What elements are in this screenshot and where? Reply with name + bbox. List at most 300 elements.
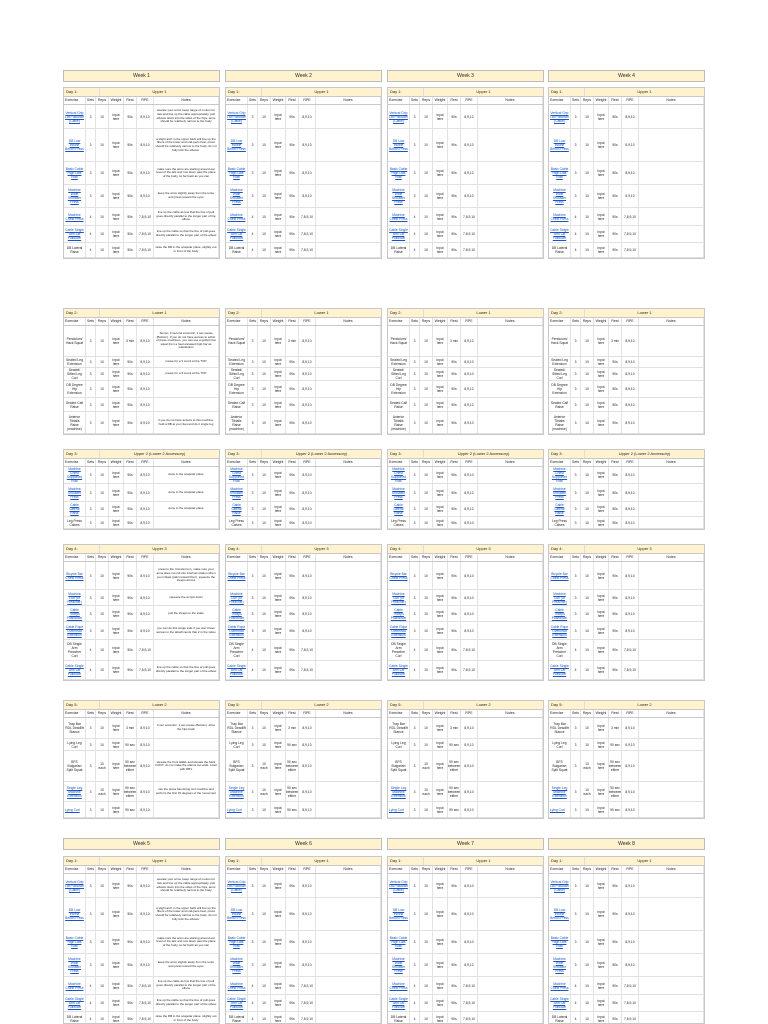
weight-input[interactable]: input here: [109, 622, 124, 639]
weight-input[interactable]: input here: [271, 977, 286, 994]
weight-input[interactable]: input here: [433, 105, 448, 128]
exercise-name[interactable]: Machine Chest Supported Row: [64, 467, 86, 483]
notes-cell: [639, 412, 704, 433]
exercise-name[interactable]: Cable Triceps Pushdown: [64, 606, 86, 621]
weight-input[interactable]: input here: [271, 562, 286, 589]
weight-input[interactable]: input here: [594, 467, 609, 483]
exercise-name[interactable]: Cable Lateral Raise: [64, 502, 86, 516]
column-notes-header: Notes: [316, 459, 381, 466]
weight-input[interactable]: input here: [433, 802, 448, 817]
exercise-name[interactable]: Vertical Grip Lat Pulldown (Cable): [549, 874, 571, 897]
exercise-name: Pendulum/ Hack Squat: [549, 326, 571, 356]
weight-input[interactable]: input here: [433, 782, 448, 801]
rpe-value: 8,9,10: [137, 874, 154, 897]
weight-input[interactable]: input here: [109, 517, 124, 528]
rpe-value: 7,8,9,10: [461, 208, 478, 225]
weight-input[interactable]: input here: [594, 381, 609, 397]
reps-value: 10: [96, 208, 109, 225]
exercise-name[interactable]: Basic Cable High Lats Row: [64, 931, 86, 953]
exercise-name[interactable]: Machine Chest Supported Row: [388, 467, 410, 483]
weight-input[interactable]: input here: [109, 718, 124, 738]
weight-input[interactable]: input here: [594, 412, 609, 433]
exercise-name[interactable]: Single Leg Machine Extension: [549, 782, 571, 801]
weight-input[interactable]: input here: [109, 977, 124, 994]
exercise-name[interactable]: Bicycle Bar Chest Press: [64, 562, 86, 589]
reps-value: 10: [581, 739, 594, 750]
weight-input[interactable]: input here: [109, 739, 124, 750]
exercise-name[interactable]: Lying Curl: [549, 802, 571, 817]
exercise-name[interactable]: Cable Single Arm Lat Pulldown: [226, 995, 248, 1011]
weight-input[interactable]: input here: [433, 640, 448, 660]
day-focus: Lower 2: [476, 702, 491, 707]
exercise-name[interactable]: Basic Cable High Lats Row: [388, 162, 410, 184]
weight-input[interactable]: input here: [594, 954, 609, 976]
weight-input[interactable]: input here: [433, 751, 448, 781]
weight-input[interactable]: input here: [109, 357, 124, 367]
exercise-name[interactable]: Basic Cable High Lats Row: [549, 931, 571, 953]
day-block: [63, 544, 220, 681]
weight-input[interactable]: input here: [594, 977, 609, 994]
sets-value: 3: [571, 162, 581, 184]
exercise-name[interactable]: Machine Curl (or Preacher): [388, 590, 410, 605]
exercise-name[interactable]: DB Low Incline Bench Press: [388, 898, 410, 930]
weight-input[interactable]: input here: [271, 185, 286, 207]
weight-input[interactable]: input here: [271, 208, 286, 225]
weight-input[interactable]: input here: [109, 661, 124, 679]
sets-value: 3: [86, 782, 96, 801]
exercise-name[interactable]: Machine Wide Shoulder Press: [549, 185, 571, 207]
weight-input[interactable]: input here: [433, 502, 448, 516]
weight-input[interactable]: input here: [433, 562, 448, 589]
weight-input[interactable]: input here: [433, 931, 448, 953]
weight-input[interactable]: input here: [109, 562, 124, 589]
column-notes-header: Notes: [154, 318, 219, 325]
weight-input[interactable]: input here: [271, 502, 286, 516]
column-header-row: [64, 97, 219, 105]
sets-value: 3: [248, 718, 258, 738]
exercise-name[interactable]: Cable Lateral Raise: [388, 502, 410, 516]
weight-input[interactable]: input here: [433, 398, 448, 411]
weight-input[interactable]: input here: [109, 874, 124, 897]
exercise-name[interactable]: DB Low Incline Bench Press: [64, 898, 86, 930]
reps-value: 10: [420, 898, 433, 930]
weight-input[interactable]: input here: [271, 105, 286, 128]
weight-input[interactable]: input here: [271, 590, 286, 605]
weight-input[interactable]: input here: [594, 1012, 609, 1024]
exercise-name[interactable]: Basic Cable High Lats Row: [64, 162, 86, 184]
exercise-name[interactable]: Cable Single Arm Lat Pulldown: [549, 995, 571, 1011]
weight-input[interactable]: input here: [433, 162, 448, 184]
weight-input[interactable]: input here: [594, 502, 609, 516]
weight-input[interactable]: input here: [594, 517, 609, 528]
exercise-name[interactable]: Cable Single Arm Lat Pulldown: [64, 661, 86, 679]
weight-input[interactable]: input here: [594, 208, 609, 225]
rest-value: 90s: [609, 467, 622, 483]
weight-input[interactable]: input here: [433, 622, 448, 639]
weight-input[interactable]: input here: [271, 782, 286, 801]
weight-input[interactable]: input here: [109, 502, 124, 516]
exercise-name[interactable]: Machine Shoulder Press: [226, 484, 248, 501]
exercise-name[interactable]: Machine Shoulder Press: [549, 484, 571, 501]
weight-input[interactable]: input here: [433, 208, 448, 225]
rpe-value: 8,9,10: [461, 517, 478, 528]
table-row: [226, 105, 381, 129]
weight-input[interactable]: input here: [594, 243, 609, 257]
rpe-value: 8,9,10: [461, 398, 478, 411]
exercise-name[interactable]: Cable Lateral Raise: [226, 502, 248, 516]
weight-input[interactable]: input here: [594, 661, 609, 679]
weight-input[interactable]: input here: [433, 898, 448, 930]
weight-input[interactable]: input here: [433, 590, 448, 605]
weight-input[interactable]: input here: [594, 562, 609, 589]
column-weight-header: Weight: [109, 710, 124, 717]
sets-value: 4: [571, 226, 581, 242]
weight-input[interactable]: input here: [109, 226, 124, 242]
exercise-name[interactable]: Machine Chest Supported Row: [549, 467, 571, 483]
weight-input[interactable]: input here: [271, 412, 286, 433]
weight-input[interactable]: input here: [594, 874, 609, 897]
column-notes-header: Notes: [639, 318, 704, 325]
exercise-name[interactable]: Cable Single Arm Lat Pulldown: [64, 226, 86, 242]
exercise-name[interactable]: Lying Curl: [226, 802, 248, 817]
exercise-name[interactable]: Cable Single Arm Lat Pulldown: [226, 661, 248, 679]
weight-input[interactable]: input here: [109, 208, 124, 225]
weight-input[interactable]: input here: [109, 467, 124, 483]
exercise-name[interactable]: Machine Wide Shoulder Press: [549, 954, 571, 976]
exercise-name[interactable]: Cable Triceps Pushdown: [388, 606, 410, 621]
exercise-name[interactable]: Basic Cable High Lats Row: [226, 162, 248, 184]
exercise-name[interactable]: Machine Chest Press: [388, 208, 410, 225]
exercise-name[interactable]: Machine Wide Shoulder Press: [64, 185, 86, 207]
weight-input[interactable]: input here: [271, 243, 286, 257]
weight-input[interactable]: input here: [594, 718, 609, 738]
exercise-name[interactable]: DB Low Incline Bench Press: [549, 129, 571, 161]
weight-input[interactable]: input here: [433, 381, 448, 397]
weight-input[interactable]: input here: [109, 898, 124, 930]
weight-input[interactable]: input here: [109, 398, 124, 411]
exercise-name[interactable]: Bicycle Bar Chest Press: [388, 562, 410, 589]
reps-value: 10: [96, 622, 109, 639]
weight-input[interactable]: input here: [594, 751, 609, 781]
exercise-name[interactable]: Basic Cable High Lats Row: [549, 162, 571, 184]
weight-input[interactable]: input here: [594, 802, 609, 817]
exercise-name[interactable]: DB Low Incline Bench Press: [226, 898, 248, 930]
notes-cell: [478, 162, 543, 184]
exercise-name[interactable]: Machine Curl (or Preacher): [64, 590, 86, 605]
weight-input[interactable]: input here: [271, 606, 286, 621]
exercise-name[interactable]: Machine Chest Press: [226, 208, 248, 225]
exercise-name[interactable]: Machine Chest Press: [64, 208, 86, 225]
weight-input[interactable]: input here: [271, 326, 286, 356]
exercise-name[interactable]: Cable Lateral Raise: [549, 502, 571, 516]
rpe-value: 8,9,10: [622, 517, 639, 528]
exercise-name[interactable]: Lying Curl: [64, 802, 86, 817]
exercise-name: DB Lateral Raise: [226, 243, 248, 257]
table-row: [226, 129, 381, 162]
exercise-name[interactable]: Machine Wide Shoulder Press: [64, 954, 86, 976]
notes-cell: [154, 398, 219, 411]
weight-input[interactable]: input here: [594, 590, 609, 605]
weight-input[interactable]: input here: [109, 995, 124, 1011]
weight-input[interactable]: input here: [271, 802, 286, 817]
weight-input[interactable]: input here: [271, 381, 286, 397]
table-row: [549, 802, 704, 818]
exercise-name[interactable]: Cable Single Arm Lat Pulldown: [226, 226, 248, 242]
weight-input[interactable]: input here: [433, 129, 448, 161]
weight-input[interactable]: input here: [109, 1012, 124, 1024]
weight-input[interactable]: input here: [433, 517, 448, 528]
weight-input[interactable]: input here: [109, 185, 124, 207]
rest-value: 90s: [609, 661, 622, 679]
exercise-name[interactable]: Vertical Grip Lat Pulldown (Cable): [64, 874, 86, 897]
notes-cell: [639, 105, 704, 128]
notes-cell: [639, 739, 704, 750]
weight-input[interactable]: input here: [109, 802, 124, 817]
weight-input[interactable]: input here: [433, 484, 448, 501]
weight-input[interactable]: input here: [271, 162, 286, 184]
weight-input[interactable]: input here: [271, 226, 286, 242]
week-header: Week 8: [548, 838, 705, 850]
reps-value: 10: [258, 326, 271, 356]
weight-input[interactable]: input here: [594, 105, 609, 128]
exercise-name[interactable]: DB Low Incline Bench Press: [64, 129, 86, 161]
day-header: [388, 309, 543, 318]
weight-input[interactable]: input here: [109, 751, 124, 781]
exercise-name[interactable]: Lying Curl: [388, 802, 410, 817]
weight-input[interactable]: input here: [109, 782, 124, 801]
column-exercise-header: Exercise: [388, 318, 410, 325]
weight-input[interactable]: input here: [271, 467, 286, 483]
weight-input[interactable]: input here: [594, 185, 609, 207]
weight-input[interactable]: input here: [433, 467, 448, 483]
table-row: [64, 381, 219, 398]
reps-value: 10: [96, 1012, 109, 1024]
exercise-name[interactable]: Cable Single Arm Lat Pulldown: [64, 995, 86, 1011]
weight-input[interactable]: input here: [109, 640, 124, 660]
exercise-name[interactable]: Machine Chest Press: [549, 977, 571, 994]
reps-value: 10: [96, 739, 109, 750]
weight-input[interactable]: input here: [594, 226, 609, 242]
exercise-name[interactable]: Vertical Grip Lat Pulldown (Cable): [226, 105, 248, 128]
sets-value: 3: [86, 739, 96, 750]
sets-value: 3: [410, 802, 420, 817]
weight-input[interactable]: input here: [433, 739, 448, 750]
exercise-name[interactable]: Machine Wide Shoulder Press: [388, 185, 410, 207]
weight-input[interactable]: input here: [433, 977, 448, 994]
weight-input[interactable]: input here: [109, 954, 124, 976]
weight-input[interactable]: input here: [109, 243, 124, 257]
reps-value: 10: [581, 105, 594, 128]
weight-input[interactable]: input here: [271, 995, 286, 1011]
exercise-name[interactable]: Machine Chest Press: [64, 977, 86, 994]
weight-input[interactable]: input here: [433, 874, 448, 897]
weight-input[interactable]: input here: [594, 326, 609, 356]
weight-input[interactable]: input here: [271, 640, 286, 660]
weight-input[interactable]: input here: [109, 484, 124, 501]
exercise-name[interactable]: DB Low Incline Bench Press: [388, 129, 410, 161]
weight-input[interactable]: input here: [433, 412, 448, 433]
weight-input[interactable]: input here: [594, 898, 609, 930]
column-sets-header: Sets: [248, 867, 256, 871]
weight-input[interactable]: input here: [594, 368, 609, 380]
weight-input[interactable]: input here: [433, 185, 448, 207]
weight-input[interactable]: input here: [109, 606, 124, 621]
notes-cell: [316, 606, 381, 621]
notes-cell: press to the mid-sternum, make sure your arms does not roll into internal rotation when you initiate (palm toward floor), squeeze the triceps across: [154, 562, 219, 589]
exercise-name[interactable]: Cable Rope Overhead Extension: [64, 622, 86, 639]
weight-input[interactable]: input here: [271, 622, 286, 639]
weight-input[interactable]: input here: [271, 931, 286, 953]
exercise-name[interactable]: Machine Curl (or Preacher): [549, 590, 571, 605]
weight-input[interactable]: input here: [433, 661, 448, 679]
weight-input[interactable]: input here: [594, 606, 609, 621]
weight-input[interactable]: input here: [271, 517, 286, 528]
exercise-name[interactable]: Machine Shoulder Press: [64, 484, 86, 501]
weight-input[interactable]: input here: [271, 751, 286, 781]
day-block: [548, 856, 705, 1024]
exercise-name[interactable]: Machine Chest Press: [549, 208, 571, 225]
weight-input[interactable]: input here: [271, 718, 286, 738]
reps-value: 10: [258, 398, 271, 411]
notes-cell: [478, 606, 543, 621]
weight-input[interactable]: input here: [433, 243, 448, 257]
exercise-name[interactable]: Machine Curl (or Preacher): [226, 590, 248, 605]
exercise-name[interactable]: Machine Chest Press: [388, 977, 410, 994]
weight-input[interactable]: input here: [271, 739, 286, 750]
weight-input[interactable]: input here: [433, 357, 448, 367]
exercise-name[interactable]: Basic Cable High Lats Row: [388, 931, 410, 953]
weight-input[interactable]: input here: [271, 661, 286, 679]
weight-input[interactable]: input here: [594, 782, 609, 801]
exercise-name[interactable]: Cable Rope Overhead Extension: [549, 622, 571, 639]
rest-value: 90s: [124, 1012, 137, 1024]
weight-input[interactable]: input here: [594, 622, 609, 639]
column-notes-header: Notes: [316, 318, 381, 325]
column-reps-header: Reps: [96, 318, 109, 325]
weight-input[interactable]: input here: [109, 368, 124, 380]
weight-input[interactable]: input here: [433, 226, 448, 242]
weight-input[interactable]: input here: [109, 931, 124, 953]
exercise-name: DB Single Arm Preacher Curl: [226, 640, 248, 660]
weight-input[interactable]: input here: [271, 484, 286, 501]
weight-input[interactable]: input here: [109, 129, 124, 161]
weight-input[interactable]: input here: [109, 105, 124, 128]
weight-input[interactable]: input here: [271, 368, 286, 380]
exercise-name[interactable]: Bicycle Bar Chest Press: [226, 562, 248, 589]
column-weight-header: Weight: [594, 97, 609, 104]
exercise-name[interactable]: Cable Triceps Pushdown: [549, 606, 571, 621]
notes-cell: [316, 931, 381, 953]
exercise-name[interactable]: DB Low Incline Bench Press: [549, 898, 571, 930]
exercise-name[interactable]: Cable Single Arm Lat Pulldown: [388, 226, 410, 242]
rest-value: 90s: [609, 129, 622, 161]
weight-input[interactable]: input here: [271, 398, 286, 411]
exercise-name[interactable]: Vertical Grip Lat Pulldown (Cable): [388, 105, 410, 128]
weight-input[interactable]: input here: [594, 995, 609, 1011]
exercise-name[interactable]: Cable Single Arm Lat Pulldown: [549, 661, 571, 679]
weight-input[interactable]: input here: [433, 718, 448, 738]
weight-input[interactable]: input here: [433, 1012, 448, 1024]
weight-input[interactable]: input here: [433, 368, 448, 380]
exercise-name[interactable]: Basic Cable High Lats Row: [226, 931, 248, 953]
day-focus: Upper 1: [152, 858, 167, 863]
weight-input[interactable]: input here: [109, 326, 124, 356]
exercise-name[interactable]: Vertical Grip Lat Pulldown (Cable): [64, 105, 86, 128]
exercise-name[interactable]: Machine Wide Shoulder Press: [226, 185, 248, 207]
notes-cell: [478, 412, 543, 433]
exercise-name[interactable]: Single Leg Machine Extension: [64, 782, 86, 801]
weight-input[interactable]: input here: [594, 162, 609, 184]
day-header: [388, 701, 543, 710]
exercise-name[interactable]: Machine Wide Shoulder Press: [388, 954, 410, 976]
exercise-name: Pendulum/ Hack Squat: [64, 326, 86, 356]
exercise-name: DB Single Arm Preacher Curl: [64, 640, 86, 660]
weight-input[interactable]: input here: [109, 381, 124, 397]
weight-input[interactable]: input here: [109, 590, 124, 605]
notes-cell: pause for a 3 count at the TOP: [154, 368, 219, 380]
weight-input[interactable]: input here: [109, 162, 124, 184]
weight-input[interactable]: input here: [594, 484, 609, 501]
column-header-row: [226, 97, 381, 105]
exercise-name[interactable]: DB Low Incline Bench Press: [226, 129, 248, 161]
exercise-name[interactable]: Cable Rope Overhead Extension: [388, 622, 410, 639]
rest-value: 90s: [448, 162, 461, 184]
weight-input[interactable]: input here: [433, 995, 448, 1011]
exercise-name[interactable]: Machine Wide Shoulder Press: [226, 954, 248, 976]
weight-input[interactable]: input here: [271, 357, 286, 367]
weight-input[interactable]: input here: [594, 640, 609, 660]
weight-input[interactable]: input here: [594, 357, 609, 367]
weight-input[interactable]: input here: [109, 412, 124, 433]
exercise-name[interactable]: Cable Single Arm Lat Pulldown: [388, 661, 410, 679]
exercise-name[interactable]: Vertical Grip Lat Pulldown (Cable): [388, 874, 410, 897]
exercise-name[interactable]: Cable Rope Overhead Extension: [226, 622, 248, 639]
sets-value: 3: [86, 718, 96, 738]
weight-input[interactable]: input here: [271, 129, 286, 161]
weight-input[interactable]: input here: [271, 954, 286, 976]
exercise-name[interactable]: Vertical Grip Lat Pulldown (Cable): [549, 105, 571, 128]
weight-input[interactable]: input here: [433, 326, 448, 356]
weight-input[interactable]: input here: [433, 606, 448, 621]
exercise-name[interactable]: Vertical Grip Lat Pulldown (Cable): [226, 874, 248, 897]
notes-cell: [639, 977, 704, 994]
table-row: [549, 782, 704, 802]
weight-input[interactable]: input here: [271, 874, 286, 897]
reps-value: 10: [96, 898, 109, 930]
notes-cell: [478, 398, 543, 411]
exercise-name[interactable]: Bicycle Bar Chest Press: [549, 562, 571, 589]
exercise-name[interactable]: Machine Chest Supported Row: [226, 467, 248, 483]
sets-value: 4: [86, 226, 96, 242]
exercise-name[interactable]: Single Leg Machine Extension: [388, 782, 410, 801]
rest-value: 90s: [609, 1012, 622, 1024]
exercise-name[interactable]: Cable Single Arm Lat Pulldown: [388, 995, 410, 1011]
weight-input[interactable]: input here: [271, 898, 286, 930]
weight-input[interactable]: input here: [594, 129, 609, 161]
exercise-name[interactable]: Single Leg Machine Extension: [226, 782, 248, 801]
exercise-name[interactable]: Machine Shoulder Press: [388, 484, 410, 501]
weight-input[interactable]: input here: [594, 739, 609, 750]
weight-input[interactable]: input here: [433, 954, 448, 976]
weight-input[interactable]: input here: [594, 931, 609, 953]
weight-input[interactable]: input here: [271, 1012, 286, 1024]
exercise-name[interactable]: Cable Single Arm Lat Pulldown: [549, 226, 571, 242]
weight-input[interactable]: input here: [594, 398, 609, 411]
exercise-name[interactable]: Cable Triceps Pushdown: [226, 606, 248, 621]
rest-value: 90s: [448, 562, 461, 589]
exercise-name[interactable]: Machine Chest Press: [226, 977, 248, 994]
rpe-value: 8,9,10: [299, 931, 316, 953]
